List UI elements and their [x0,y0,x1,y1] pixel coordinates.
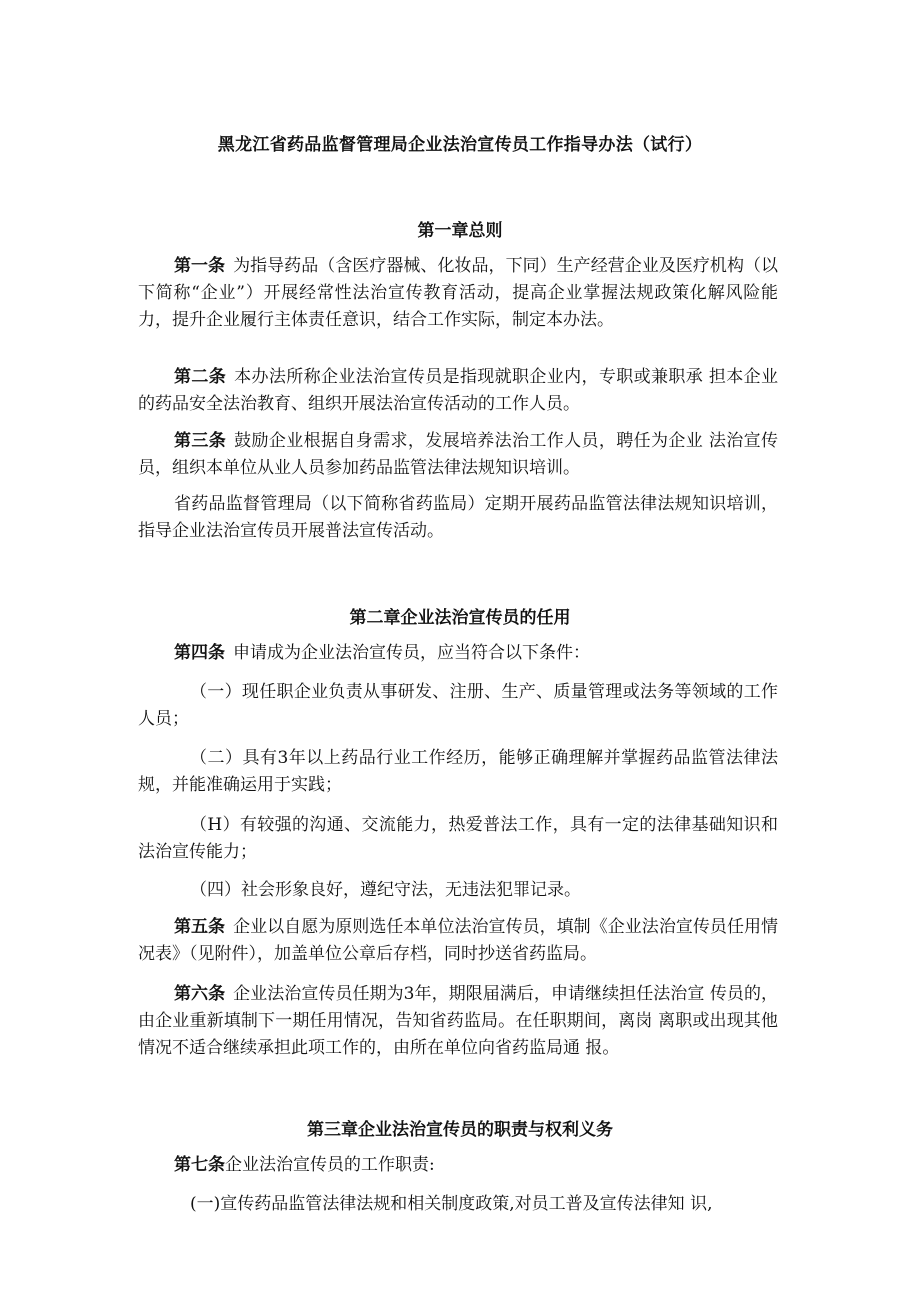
article-4 [138,640,778,667]
article-3-label: 第三条 [174,431,227,451]
article-5-text: 企业以自愿为原则选任本单位法治宣传员，填制《企业法治宣传员任用情况表》（见附件），加盖单位公章后存档，同时抄送省药监局。 [138,917,779,964]
article-4-item-1: （一）现任职企业负责从事研发、注册、生产、质量管理或法务等领域的工作人员； [138,682,778,729]
article-7 [138,1152,778,1179]
article-2-label: 第二条 [174,367,227,387]
chapter-2-title: 第二章企业法治宣传员的任用 [349,608,571,628]
article-6 [138,981,778,1062]
article-7-item-1: (一)宣传药品监管法律法规和相关制度政策,对员工普及宣传法律知 识, [190,1194,713,1214]
chapter-3-title: 第三章企业法治宣传员的职责与权利义务 [307,1120,613,1140]
article-1-label: 第一条 [174,256,226,276]
article-1-text: 为指导药品（含医疗器械、化妆品，下同）生产经营企业及医疗机构（以下简称“企业”）开展经常性法治宣传教育活动，提高企业掌握法规政策化解风险能力，提升企业履行主体责任意识，结合工作实际，制定本办法。 [138,256,779,330]
article-1 [138,253,778,334]
article-7-text: 企业法治宣传员的工作职责: [225,1155,435,1175]
article-3 [138,428,778,482]
chapter-1-title: 第一章总则 [417,221,503,241]
article-4-item-3: （H）有较强的沟通、交流能力，热爱普法工作，具有一定的法律基础知识和法治宣传能力； [138,815,778,862]
article-2 [138,364,778,418]
article-3-text: 鼓励企业根据自身需求，发展培养法治工作人员，聘任为企业 法治宣传员，组织本单位从业人员参加药品监管法律法规知识培训。 [138,431,779,478]
article-3-paragraph-2: 省药品监督管理局（以下简称省药监局）定期开展药品监管法律法规知识培训，指导企业法治宣传员开展普法宣传活动。 [138,494,778,541]
article-4-label: 第四条 [174,643,225,663]
article-6-text: 企业法治宣传员任期为3年，期限届满后，申请继续担任法治宣 传员的，由企业重新填制下一期任用情况，告知省药监局。在任职期间，离岗 离职或出现其他情况不适合继续承担此项工作的，由所在单位向省药监局通 报。 [138,984,779,1058]
document-title: 黑龙江省药品监督管理局企业法治宣传员工作指导办法（试行） [217,135,703,155]
article-2-text: 本办法所称企业法治宣传员是指现就职企业内，专职或兼职承 担本企业的药品安全法治教育、组织开展法治宣传活动的工作人员。 [138,367,779,414]
article-4-text: 申请成为企业法治宣传员，应当符合以下条件： [233,643,590,663]
article-7-label: 第七条 [174,1155,225,1175]
article-4-item-4: （四）社会形象良好，遵纪守法，无违法犯罪记录。 [190,880,581,900]
article-5-label: 第五条 [174,917,226,937]
article-4-item-2: （二）具有3年以上药品行业工作经历，能够正确理解并掌握药品监管法律法规，并能准确运用于实践； [138,748,778,795]
article-6-label: 第六条 [174,984,226,1004]
article-5 [138,914,778,968]
